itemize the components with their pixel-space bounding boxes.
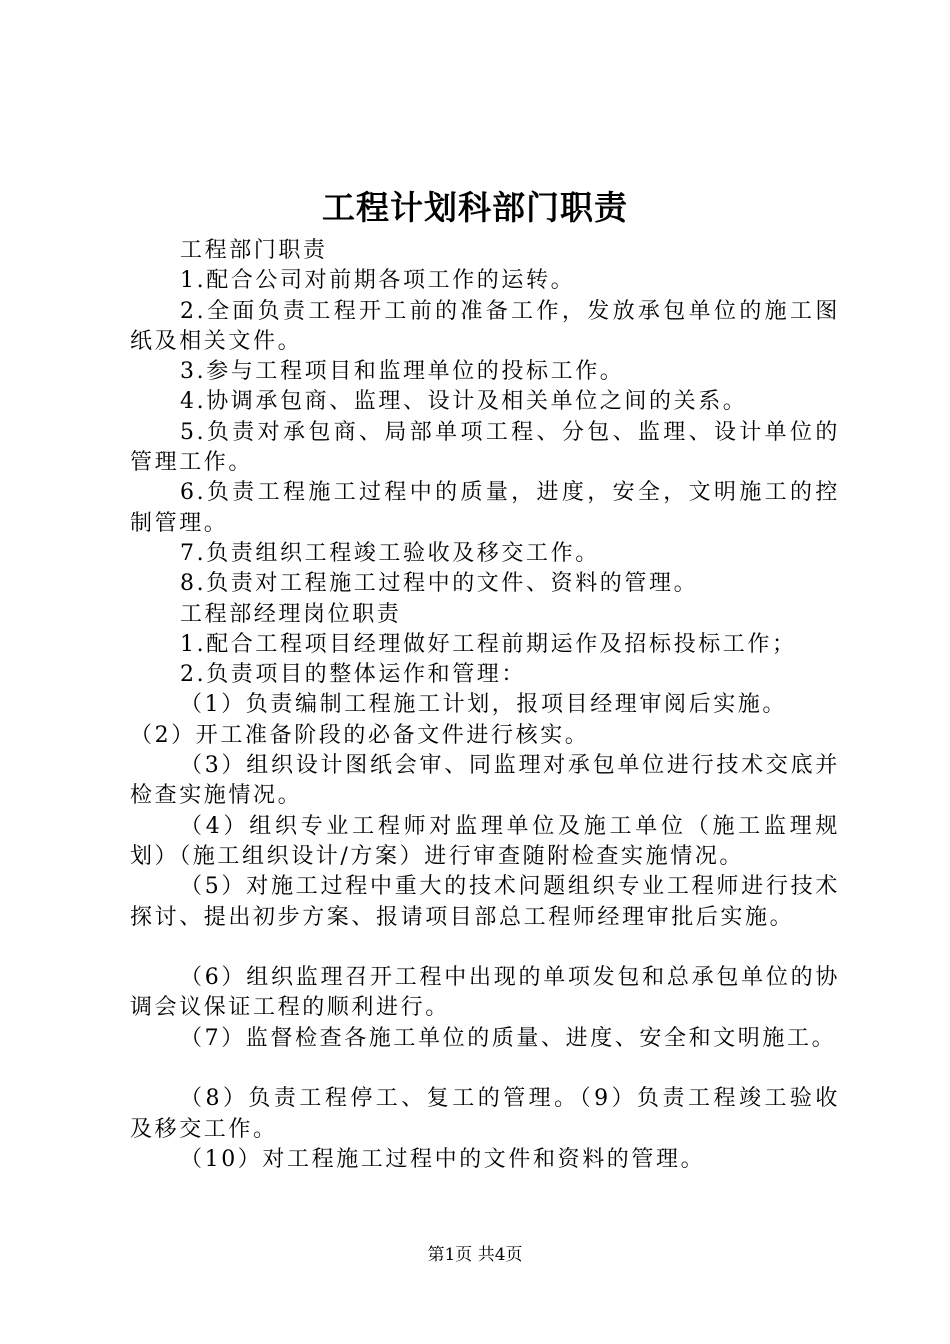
document-title: 工程计划科部门职责 <box>322 188 628 227</box>
paragraph: 6.负责工程施工过程中的质量，进度，安全，文明施工的控制管理。 <box>130 480 840 536</box>
paragraph: 2.负责项目的整体运作和管理： <box>180 662 526 688</box>
blank-line <box>130 933 840 963</box>
paragraph: （10）对工程施工过程中的文件和资料的管理。 <box>180 1146 706 1172</box>
paragraph: 1.配合工程项目经理做好工程前期运作及招标投标工作； <box>180 631 797 657</box>
paragraph: （8）负责工程停工、复工的管理。（9）负责工程竣工验收及移交工作。 <box>130 1086 840 1142</box>
paragraph: 8.负责对工程施工过程中的文件、资料的管理。 <box>180 571 699 597</box>
paragraph: 7.负责组织工程竣工验收及移交工作。 <box>180 540 600 566</box>
paragraph: （1）负责编制工程施工计划，报项目经理审阅后实施。 <box>180 692 787 718</box>
paragraph: 1.配合公司对前期各项工作的运转。 <box>180 268 576 294</box>
paragraph: （4）组织专业工程师对监理单位及施工单位（施工监理规划）（施工组织设计/方案）进行审查随附检查实施情况。 <box>130 813 840 869</box>
paragraph: 3.参与工程项目和监理单位的投标工作。 <box>180 359 625 385</box>
section-heading: 工程部门职责 <box>180 238 328 263</box>
paragraph: 4.协调承包商、监理、设计及相关单位之间的关系。 <box>180 389 748 415</box>
document-body <box>130 236 840 1175</box>
section-heading: 工程部经理岗位职责 <box>180 601 402 627</box>
paragraph: 5.负责对承包商、局部单项工程、分包、监理、设计单位的管理工作。 <box>130 419 840 476</box>
paragraph: （3）组织设计图纸会审、同监理对承包单位进行技术交底并检查实施情况。 <box>130 753 840 809</box>
page-number-footer: 第1页 共4页 <box>427 1245 523 1265</box>
paragraph: （6）组织监理召开工程中出现的单项发包和总承包单位的协调会议保证工程的顺利进行。 <box>130 965 840 1021</box>
paragraph: （5）对施工过程中重大的技术问题组织专业工程师进行技术探讨、提出初步方案、报请项目部总工程师经理审批后实施。 <box>130 874 840 930</box>
paragraph: （7）监督检查各施工单位的质量、进度、安全和文明施工。 <box>180 1025 837 1051</box>
blank-line <box>130 1054 840 1084</box>
paragraph: 2.全面负责工程开工前的准备工作，发放承包单位的施工图纸及相关文件。 <box>130 298 840 354</box>
paragraph: （2）开工准备阶段的必备文件进行核实。 <box>130 722 590 748</box>
